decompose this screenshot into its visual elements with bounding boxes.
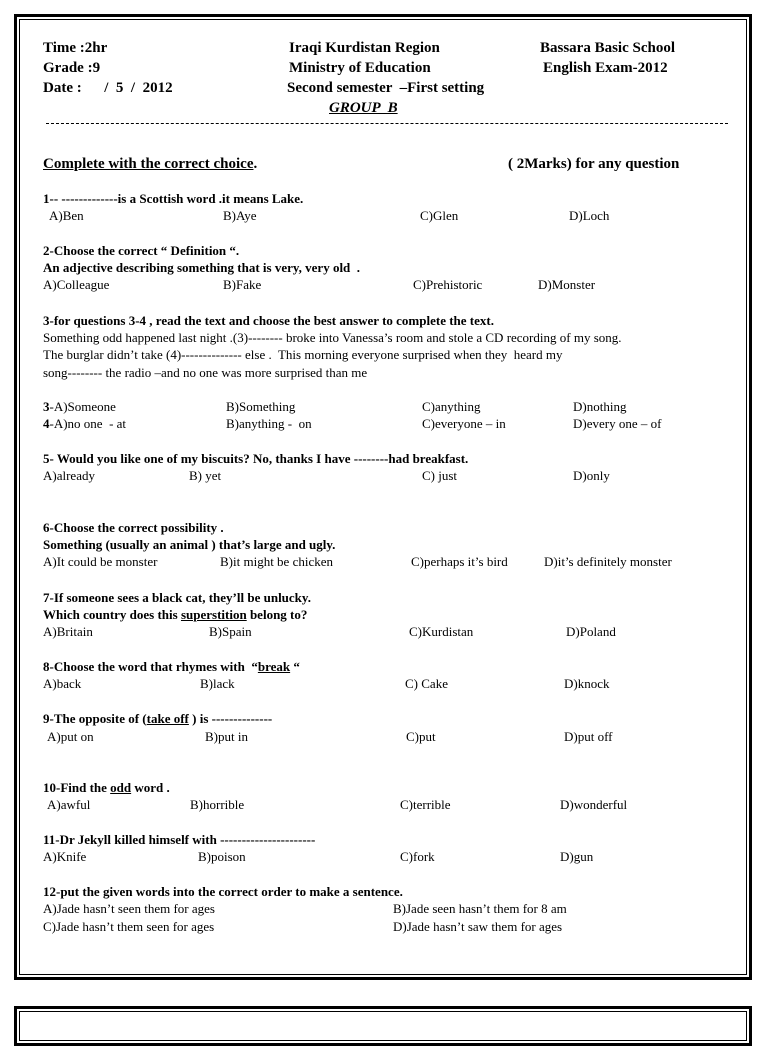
- question-5-option-c: C) just: [422, 468, 458, 483]
- question-5-option-d: D)only: [573, 468, 610, 483]
- question-7-option-a: A)Britain: [43, 624, 93, 639]
- question-8-option-a: A)back: [43, 676, 82, 691]
- question-1-option-c: C)Glen: [420, 208, 459, 223]
- question-9-option-c: C)put: [406, 729, 436, 744]
- header-region: Iraqi Kurdistan Region: [289, 40, 440, 56]
- question-8-text-start: 8-Choose the word that rhymes with “: [43, 659, 258, 674]
- question-6-option-c: C)perhaps it’s bird: [411, 554, 508, 569]
- question-5-option-a: A)already: [43, 468, 95, 483]
- question-9-option-a: A)put on: [47, 729, 94, 744]
- question-6-definition: Something (usually an animal ) that’s large and ugly.: [43, 537, 336, 552]
- question-8-text-end: “: [290, 659, 300, 674]
- question-3-option-d: D)nothing: [573, 399, 627, 414]
- question-4-option-a: [43, 416, 126, 432]
- question-7-text: 7-If someone sees a black cat, they’ll be unlucky.: [43, 590, 311, 605]
- question-2-option-b: B)Fake: [223, 277, 262, 292]
- question-12-option-b: B)Jade seen hasn’t them for 8 am: [393, 901, 567, 916]
- instruction-title: Complete with the correct choice: [43, 156, 254, 172]
- question-4-option-a-text: -A)no one - at: [49, 416, 127, 431]
- question-7-question: [43, 607, 307, 623]
- question-10-keyword: odd: [110, 780, 132, 795]
- question-6-text: 6-Choose the correct possibility .: [43, 520, 224, 535]
- question-3-number: 3: [43, 399, 50, 414]
- question-4-option-d: D)every one – of: [573, 416, 662, 431]
- question-6-option-d: D)it’s definitely monster: [544, 554, 672, 569]
- question-11-option-d: D)gun: [560, 849, 594, 864]
- header-date: Date : / 5 / 2012: [43, 80, 173, 96]
- question-1-text: 1-- -------------is a Scottish word .it means Lake.: [43, 191, 304, 206]
- question-1-option-b: B)Aye: [223, 208, 257, 223]
- question-4-option-b: B)anything - on: [226, 416, 312, 431]
- question-9-text-end: ) is --------------: [188, 711, 273, 726]
- instruction-line: [43, 155, 257, 173]
- passage-line-2: The burglar didn’t take (4)-------------- else . This morning everyone surprised when they heard my: [43, 347, 563, 362]
- passage-line-1: Something odd happened last night .(3)-------- broke into Vanessa’s room and stole a CD recording of my song.: [43, 330, 622, 345]
- question-1-option-d: D)Loch: [569, 208, 610, 223]
- question-11-option-c: C)fork: [400, 849, 435, 864]
- header-school: Bassara Basic School: [540, 40, 676, 56]
- question-11-option-b: B)poison: [198, 849, 246, 864]
- question-10-text: [43, 780, 170, 796]
- question-2-text: 2-Choose the correct “ Definition “.: [43, 243, 240, 258]
- question-6-option-b: B)it might be chicken: [220, 554, 334, 569]
- instruction-title-end: .: [253, 156, 258, 172]
- question-8-option-b: B)lack: [200, 676, 235, 691]
- question-7-question-start: Which country does this: [43, 607, 181, 622]
- question-5-option-b: B) yet: [189, 468, 222, 483]
- question-3-option-a: [43, 399, 116, 415]
- question-8-option-d: D)knock: [564, 676, 610, 691]
- question-2-option-c: C)Prehistoric: [413, 277, 483, 292]
- question-10-option-a: A)awful: [47, 797, 91, 812]
- question-10-text-end: word .: [131, 780, 170, 795]
- question-1-option-a: A)Ben: [49, 208, 84, 223]
- question-7-question-end: belong to?: [246, 607, 308, 622]
- question-11-text: 11-Dr Jekyll killed himself with ----------------------: [43, 832, 316, 847]
- question-12-text: 12-put the given words into the correct order to make a sentence.: [43, 884, 403, 899]
- question-7-option-d: D)Poland: [566, 624, 616, 639]
- instruction-marks: ( 2Marks) for any question: [508, 156, 680, 172]
- question-9-text-start: 9-The opposite of (: [43, 711, 147, 726]
- question-10-option-c: C)terrible: [400, 797, 451, 812]
- question-10-option-b: B)horrible: [190, 797, 245, 812]
- header-time: Time :2hr: [43, 40, 108, 56]
- question-7-keyword: superstition: [180, 607, 247, 622]
- header-grade: Grade :9: [43, 60, 101, 76]
- question-8-option-c: C) Cake: [405, 676, 448, 691]
- question-2-option-a: A)Colleague: [43, 277, 110, 292]
- question-2-option-d: D)Monster: [538, 277, 596, 292]
- header-ministry: Ministry of Education: [289, 60, 431, 76]
- question-12-option-d: D)Jade hasn’t saw them for ages: [393, 919, 563, 934]
- question-9-keyword: take off: [146, 711, 189, 726]
- question-3-option-a-text: -A)Someone: [49, 399, 116, 414]
- header-divider: [46, 123, 728, 124]
- passage-line-3: song-------- the radio –and no one was more surprised than me: [43, 365, 368, 380]
- question-10-option-d: D)wonderful: [560, 797, 628, 812]
- question-9-option-d: D)put off: [564, 729, 613, 744]
- header-group: GROUP B: [329, 100, 398, 116]
- question-8-keyword: break: [257, 659, 291, 674]
- question-9-text: [43, 711, 272, 727]
- question-12-option-c: C)Jade hasn’t them seen for ages: [43, 919, 215, 934]
- question-7-option-b: B)Spain: [209, 624, 252, 639]
- question-11-option-a: A)Knife: [43, 849, 87, 864]
- second-page-border-inner: [19, 1011, 747, 1041]
- question-6-option-a: A)It could be monster: [43, 554, 158, 569]
- header-semester: Second semester –First setting: [287, 80, 485, 96]
- question-8-text: [43, 659, 300, 675]
- question-12-option-a: A)Jade hasn’t seen them for ages: [43, 901, 215, 916]
- question-3-option-b: B)Something: [226, 399, 296, 414]
- question-4-option-c: C)everyone – in: [422, 416, 506, 431]
- question-4-number: 4: [43, 416, 50, 431]
- question-7-option-c: C)Kurdistan: [409, 624, 474, 639]
- question-10-text-start: 10-Find the: [43, 780, 111, 795]
- question-9-option-b: B)put in: [205, 729, 248, 744]
- question-2-definition: An adjective describing something that is very, very old .: [43, 260, 361, 275]
- header-exam: English Exam-2012: [543, 60, 668, 76]
- question-3-option-c: C)anything: [422, 399, 481, 414]
- question-3-instruction: 3-for questions 3-4 , read the text and choose the best answer to complete the text.: [43, 313, 494, 328]
- question-5-text: 5- Would you like one of my biscuits? No, thanks I have --------had breakfast.: [43, 451, 469, 466]
